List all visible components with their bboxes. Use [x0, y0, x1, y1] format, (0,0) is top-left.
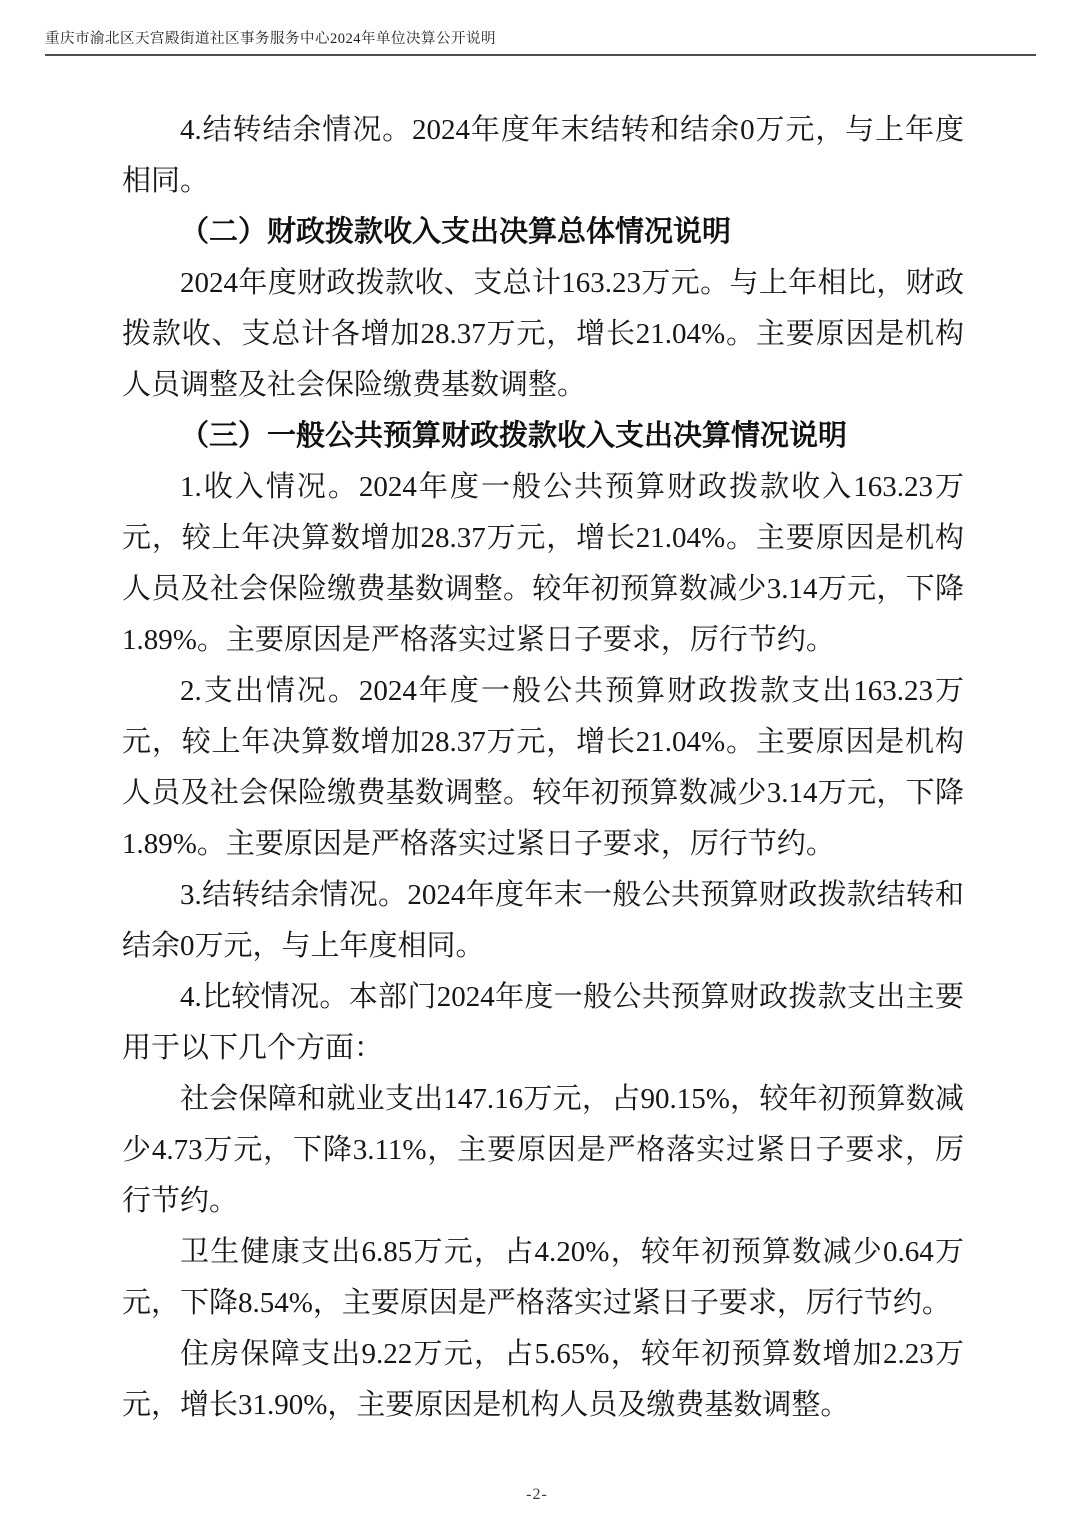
header-divider	[45, 54, 1036, 56]
paragraph: 4.结转结余情况。2024年度年末结转和结余0万元，与上年度相同。	[122, 114, 964, 197]
paragraph: 住房保障支出9.22万元，占5.65%，较年初预算数增加2.23万元，增长31.90%，主要原因是机构人员及缴费基数调整。	[122, 1338, 964, 1421]
paragraph: 社会保障和就业支出147.16万元，占90.15%，较年初预算数减少4.73万元，下降3.11%，主要原因是严格落实过紧日子要求，厉行节约。	[122, 1083, 964, 1217]
paragraph: 4.比较情况。本部门2024年度一般公共预算财政拨款支出主要用于以下几个方面：	[122, 981, 964, 1064]
header-title: 重庆市渝北区天宫殿街道社区事务服务中心2024年单位决算公开说明	[45, 31, 496, 47]
section-heading: （二）财政拨款收入支出决算总体情况说明	[180, 216, 732, 248]
paragraph: 卫生健康支出6.85万元，占4.20%，较年初预算数减少0.64万元，下降8.54%，主要原因是严格落实过紧日子要求，厉行节约。	[122, 1236, 964, 1319]
document-body	[122, 105, 964, 1431]
page-header	[45, 30, 1036, 56]
page-footer	[0, 1486, 1074, 1504]
paragraph: 1.收入情况。2024年度一般公共预算财政拨款收入163.23万元，较上年决算数增加28.37万元，增长21.04%。主要原因是机构人员及社会保险缴费基数调整。较年初预算数减少3.14万元，下降1.89%。主要原因是严格落实过紧日子要求，厉行节约。	[122, 471, 964, 656]
paragraph: 2.支出情况。2024年度一般公共预算财政拨款支出163.23万元，较上年决算数增加28.37万元，增长21.04%。主要原因是机构人员及社会保险缴费基数调整。较年初预算数减少3.14万元，下降1.89%。主要原因是严格落实过紧日子要求，厉行节约。	[122, 675, 964, 860]
page-number: -2-	[526, 1486, 548, 1503]
section-heading: （三）一般公共预算财政拨款收入支出决算情况说明	[180, 420, 848, 452]
paragraph: 3.结转结余情况。2024年度年末一般公共预算财政拨款结转和结余0万元，与上年度相同。	[122, 879, 964, 962]
paragraph: 2024年度财政拨款收、支总计163.23万元。与上年相比，财政拨款收、支总计各增加28.37万元，增长21.04%。主要原因是机构人员调整及社会保险缴费基数调整。	[122, 267, 964, 401]
